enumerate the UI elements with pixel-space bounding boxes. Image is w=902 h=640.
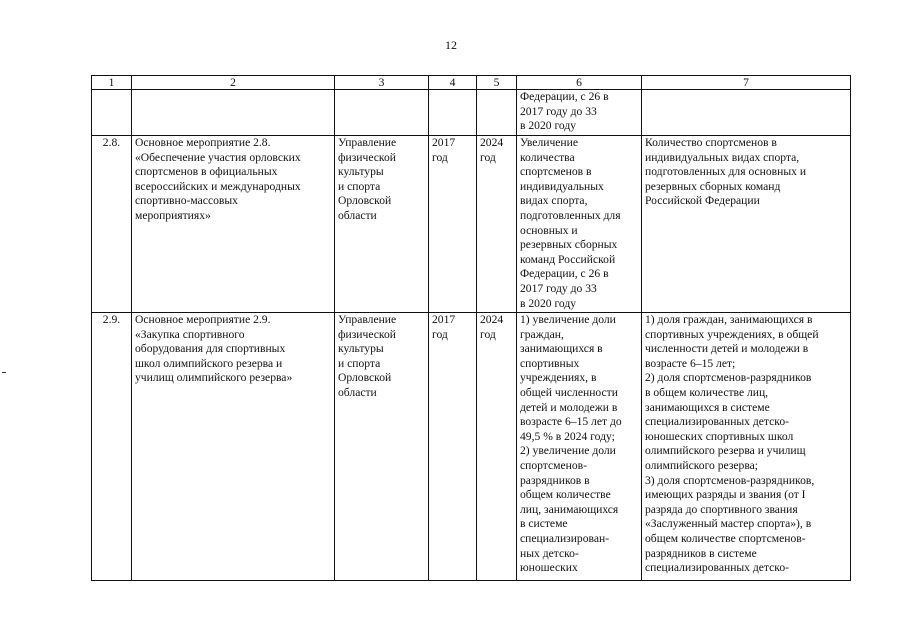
end-year-cell: 2024 год [477,313,517,581]
start-year-cell: 2017 год [429,136,477,313]
activity-name-cell [132,90,335,136]
column-number-4: 4 [429,76,477,90]
column-number-3: 3 [335,76,429,90]
end-year-cell [477,90,517,136]
margin-mark [2,372,6,373]
table-row-continuation [92,90,851,136]
start-year-cell: 2017 год [429,313,477,581]
column-number-6: 6 [517,76,642,90]
column-number-1: 1 [92,76,132,90]
program-table [91,75,851,581]
column-number-5: 5 [477,76,517,90]
indicator-cell: 1) доля граждан, занимающихся в спортивных учреждениях, в общей численности детей и молодежи в возрасте 6–15 лет; 2) доля спортсменов-разрядников в общем количестве лиц, занимающихся в системе специализированных детско- юношеских спортивных школ олимпийского резерва и училищ олимпийского резерва; 3) доля спортсменов-разрядников, имеющих разряды и звания (от I разряда до спортивного звания «Заслуженный мастер спорта»), в общем количестве спортсменов- разрядников в системе специализированных детско- [642,313,851,581]
expected-result-cell: 1) увеличение доли граждан, занимающихся в спортивных учреждениях, в общей численности детей и молодежи в возрасте 6–15 лет до 49,5 % в 2024 году; 2) увеличение доли спортсменов- разрядников в общем количестве лиц, занимающихся в системе специализирован- ных детско- юношеских [517,313,642,581]
activity-name-cell: Основное мероприятие 2.9. «Закупка спортивного оборудования для спортивных школ олимпийского резерва и училищ олимпийского резерва» [132,313,335,581]
executor-cell [335,90,429,136]
row-number-cell [92,90,132,136]
column-number-7: 7 [642,76,851,90]
executor-cell: Управление физической культуры и спорта Орловской области [335,313,429,581]
executor-cell: Управление физической культуры и спорта Орловской области [335,136,429,313]
row-number-cell: 2.8. [92,136,132,313]
page-number: 12 [445,38,457,52]
row-number-cell: 2.9. [92,313,132,581]
indicator-cell: Количество спортсменов в индивидуальных видах спорта, подготовленных для основных и резервных сборных команд Российской Федерации [642,136,851,313]
column-number-row [92,76,851,90]
end-year-cell: 2024 год [477,136,517,313]
table-row-2-9 [92,313,851,581]
start-year-cell [429,90,477,136]
indicator-cell [642,90,851,136]
activity-name-cell: Основное мероприятие 2.8. «Обеспечение участия орловских спортсменов в официальных всероссийских и международных спортивно-массовых мероприятиях» [132,136,335,313]
expected-result-cell: Увеличение количества спортсменов в индивидуальных видах спорта, подготовленных для основных и резервных сборных команд Российской Федерации, с 26 в 2017 году до 33 в 2020 году [517,136,642,313]
column-number-2: 2 [132,76,335,90]
expected-result-cell: Федерации, с 26 в 2017 году до 33 в 2020 году [517,90,642,136]
table-row-2-8 [92,136,851,313]
